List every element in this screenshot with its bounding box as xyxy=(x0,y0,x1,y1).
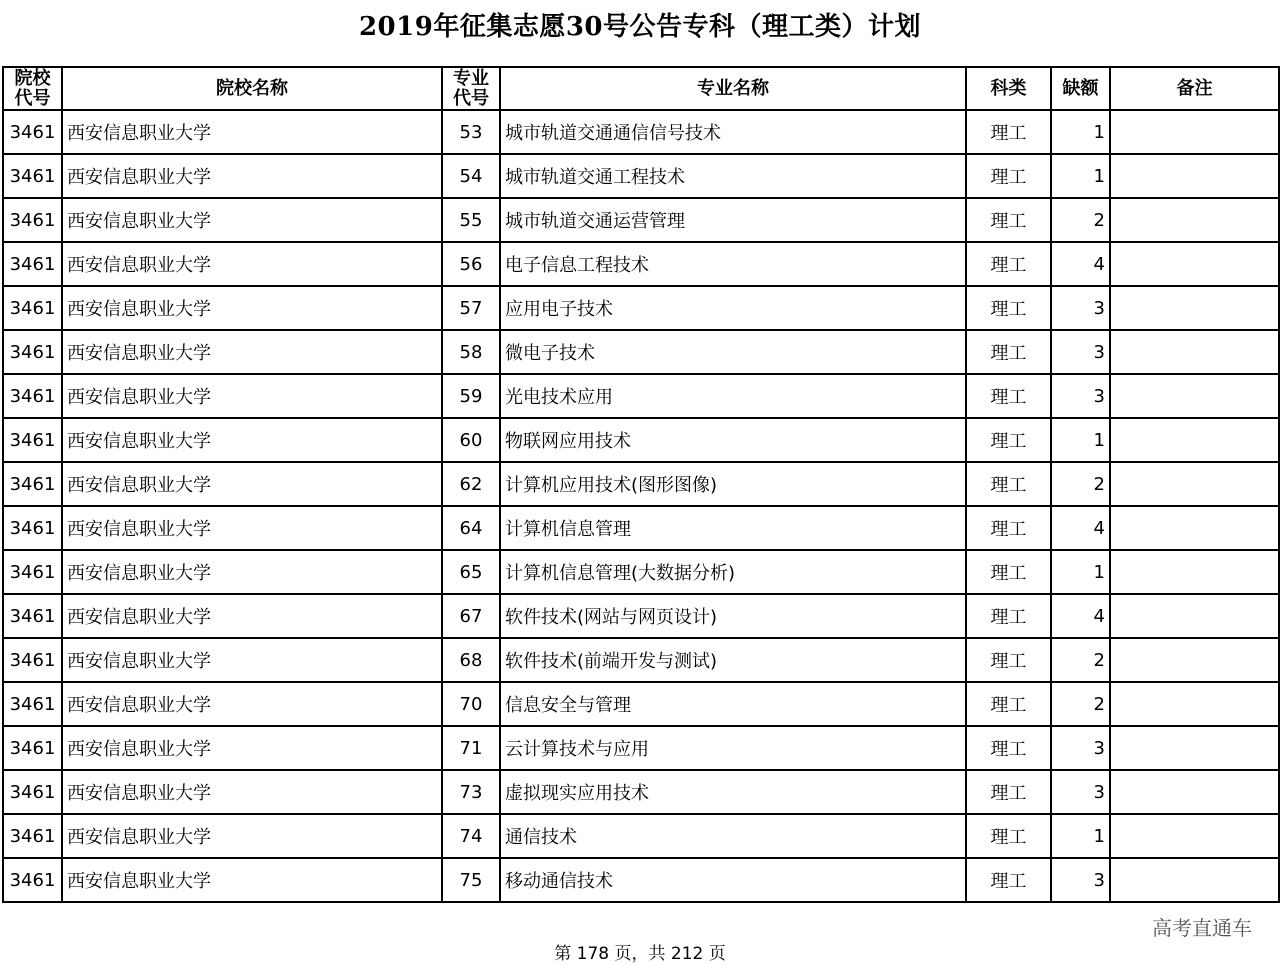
cell-vacancy: 4 xyxy=(1051,594,1110,638)
cell-major-name: 微电子技术 xyxy=(500,330,966,374)
cell-school-name: 西安信息职业大学 xyxy=(62,814,442,858)
cell-major-code: 53 xyxy=(442,110,500,154)
cell-school-name: 西安信息职业大学 xyxy=(62,154,442,198)
page-title: 2019年征集志愿30号公告专科（理工类）计划 xyxy=(358,12,922,42)
cell-school-code: 3461 xyxy=(3,330,62,374)
cell-school-code: 3461 xyxy=(3,462,62,506)
cell-vacancy: 3 xyxy=(1051,286,1110,330)
cell-remarks xyxy=(1110,506,1279,550)
cell-remarks xyxy=(1110,726,1279,770)
cell-major-name: 计算机信息管理(大数据分析) xyxy=(500,550,966,594)
cell-remarks xyxy=(1110,594,1279,638)
cell-vacancy: 3 xyxy=(1051,858,1110,902)
cell-school-name: 西安信息职业大学 xyxy=(62,462,442,506)
cell-major-code: 54 xyxy=(442,154,500,198)
cell-major-code: 68 xyxy=(442,638,500,682)
cell-category: 理工 xyxy=(966,550,1051,594)
cell-major-name: 计算机信息管理 xyxy=(500,506,966,550)
cell-vacancy: 3 xyxy=(1051,770,1110,814)
table-row xyxy=(3,154,1279,198)
table-row xyxy=(3,682,1279,726)
cell-school-name: 西安信息职业大学 xyxy=(62,374,442,418)
cell-vacancy: 3 xyxy=(1051,330,1110,374)
cell-major-name: 城市轨道交通工程技术 xyxy=(500,154,966,198)
cell-major-name: 城市轨道交通通信信号技术 xyxy=(500,110,966,154)
cell-remarks xyxy=(1110,462,1279,506)
cell-major-name: 虚拟现实应用技术 xyxy=(500,770,966,814)
cell-school-code: 3461 xyxy=(3,286,62,330)
cell-school-name: 西安信息职业大学 xyxy=(62,330,442,374)
cell-school-name: 西安信息职业大学 xyxy=(62,726,442,770)
cell-major-code: 75 xyxy=(442,858,500,902)
cell-remarks xyxy=(1110,374,1279,418)
cell-school-name: 西安信息职业大学 xyxy=(62,770,442,814)
cell-vacancy: 1 xyxy=(1051,550,1110,594)
cell-category: 理工 xyxy=(966,110,1051,154)
table-row xyxy=(3,286,1279,330)
header-major-name: 专业名称 xyxy=(500,67,966,110)
cell-vacancy: 4 xyxy=(1051,242,1110,286)
cell-school-code: 3461 xyxy=(3,770,62,814)
cell-school-code: 3461 xyxy=(3,594,62,638)
cell-remarks xyxy=(1110,154,1279,198)
table-row xyxy=(3,594,1279,638)
cell-category: 理工 xyxy=(966,858,1051,902)
header-major-code xyxy=(442,67,500,110)
cell-category: 理工 xyxy=(966,242,1051,286)
cell-major-code: 73 xyxy=(442,770,500,814)
header-row xyxy=(3,67,1279,110)
cell-major-name: 光电技术应用 xyxy=(500,374,966,418)
table-row xyxy=(3,550,1279,594)
cell-major-name: 软件技术(前端开发与测试) xyxy=(500,638,966,682)
cell-major-code: 67 xyxy=(442,594,500,638)
cell-category: 理工 xyxy=(966,726,1051,770)
cell-category: 理工 xyxy=(966,638,1051,682)
cell-major-code: 65 xyxy=(442,550,500,594)
cell-major-code: 56 xyxy=(442,242,500,286)
cell-major-code: 57 xyxy=(442,286,500,330)
cell-vacancy: 1 xyxy=(1051,110,1110,154)
cell-major-name: 物联网应用技术 xyxy=(500,418,966,462)
cell-remarks xyxy=(1110,638,1279,682)
cell-school-name: 西安信息职业大学 xyxy=(62,198,442,242)
table-row xyxy=(3,506,1279,550)
cell-school-name: 西安信息职业大学 xyxy=(62,550,442,594)
cell-school-code: 3461 xyxy=(3,550,62,594)
header-school-code-line1: 院校 xyxy=(14,67,51,89)
cell-category: 理工 xyxy=(966,506,1051,550)
cell-school-name: 西安信息职业大学 xyxy=(62,638,442,682)
cell-major-name: 计算机应用技术(图形图像) xyxy=(500,462,966,506)
cell-remarks xyxy=(1110,858,1279,902)
cell-vacancy: 3 xyxy=(1051,726,1110,770)
header-remarks: 备注 xyxy=(1110,67,1279,110)
cell-major-name: 软件技术(网站与网页设计) xyxy=(500,594,966,638)
cell-category: 理工 xyxy=(966,682,1051,726)
cell-school-code: 3461 xyxy=(3,374,62,418)
cell-major-name: 城市轨道交通运营管理 xyxy=(500,198,966,242)
cell-major-code: 71 xyxy=(442,726,500,770)
cell-school-code: 3461 xyxy=(3,154,62,198)
cell-remarks xyxy=(1110,770,1279,814)
table-row xyxy=(3,110,1279,154)
cell-school-code: 3461 xyxy=(3,682,62,726)
cell-school-code: 3461 xyxy=(3,506,62,550)
cell-category: 理工 xyxy=(966,462,1051,506)
cell-category: 理工 xyxy=(966,814,1051,858)
cell-major-code: 62 xyxy=(442,462,500,506)
cell-school-name: 西安信息职业大学 xyxy=(62,594,442,638)
cell-major-code: 70 xyxy=(442,682,500,726)
header-major-code-line2: 代号 xyxy=(453,87,489,109)
table-row xyxy=(3,330,1279,374)
cell-remarks xyxy=(1110,110,1279,154)
table-row xyxy=(3,858,1279,902)
header-vacancy: 缺额 xyxy=(1051,67,1110,110)
cell-vacancy: 1 xyxy=(1051,154,1110,198)
cell-category: 理工 xyxy=(966,198,1051,242)
cell-category: 理工 xyxy=(966,286,1051,330)
cell-school-name: 西安信息职业大学 xyxy=(62,506,442,550)
cell-remarks xyxy=(1110,682,1279,726)
cell-school-code: 3461 xyxy=(3,726,62,770)
table-row xyxy=(3,374,1279,418)
cell-major-name: 电子信息工程技术 xyxy=(500,242,966,286)
header-school-code xyxy=(3,67,62,110)
cell-major-code: 58 xyxy=(442,330,500,374)
header-school-code-line2: 代号 xyxy=(14,87,51,109)
table-row xyxy=(3,638,1279,682)
table-row xyxy=(3,198,1279,242)
cell-remarks xyxy=(1110,418,1279,462)
cell-school-name: 西安信息职业大学 xyxy=(62,110,442,154)
cell-vacancy: 2 xyxy=(1051,198,1110,242)
cell-vacancy: 1 xyxy=(1051,814,1110,858)
cell-school-name: 西安信息职业大学 xyxy=(62,682,442,726)
cell-school-code: 3461 xyxy=(3,814,62,858)
cell-school-name: 西安信息职业大学 xyxy=(62,418,442,462)
header-category: 科类 xyxy=(966,67,1051,110)
table-body xyxy=(3,110,1279,902)
header-school-name: 院校名称 xyxy=(62,67,442,110)
cell-category: 理工 xyxy=(966,594,1051,638)
cell-major-code: 60 xyxy=(442,418,500,462)
cell-category: 理工 xyxy=(966,418,1051,462)
cell-remarks xyxy=(1110,550,1279,594)
cell-category: 理工 xyxy=(966,770,1051,814)
table-row xyxy=(3,726,1279,770)
cell-major-name: 通信技术 xyxy=(500,814,966,858)
cell-school-code: 3461 xyxy=(3,242,62,286)
cell-major-code: 59 xyxy=(442,374,500,418)
cell-category: 理工 xyxy=(966,154,1051,198)
cell-vacancy: 4 xyxy=(1051,506,1110,550)
table-row xyxy=(3,462,1279,506)
table-row xyxy=(3,418,1279,462)
cell-school-code: 3461 xyxy=(3,198,62,242)
watermark: 高考直通车 xyxy=(1152,916,1252,940)
cell-remarks xyxy=(1110,286,1279,330)
table-row xyxy=(3,770,1279,814)
cell-major-code: 74 xyxy=(442,814,500,858)
cell-school-name: 西安信息职业大学 xyxy=(62,242,442,286)
table-row xyxy=(3,242,1279,286)
cell-school-code: 3461 xyxy=(3,418,62,462)
cell-vacancy: 2 xyxy=(1051,462,1110,506)
cell-major-name: 移动通信技术 xyxy=(500,858,966,902)
cell-remarks xyxy=(1110,198,1279,242)
cell-vacancy: 2 xyxy=(1051,682,1110,726)
cell-major-code: 55 xyxy=(442,198,500,242)
cell-vacancy: 3 xyxy=(1051,374,1110,418)
cell-remarks xyxy=(1110,330,1279,374)
cell-school-name: 西安信息职业大学 xyxy=(62,858,442,902)
cell-category: 理工 xyxy=(966,374,1051,418)
cell-major-code: 64 xyxy=(442,506,500,550)
cell-remarks xyxy=(1110,814,1279,858)
cell-major-name: 信息安全与管理 xyxy=(500,682,966,726)
cell-school-code: 3461 xyxy=(3,638,62,682)
cell-vacancy: 2 xyxy=(1051,638,1110,682)
cell-major-name: 应用电子技术 xyxy=(500,286,966,330)
table-header xyxy=(3,67,1279,110)
cell-school-code: 3461 xyxy=(3,858,62,902)
plan-table xyxy=(2,66,1280,903)
cell-vacancy: 1 xyxy=(1051,418,1110,462)
table-row xyxy=(3,814,1279,858)
cell-school-code: 3461 xyxy=(3,110,62,154)
cell-remarks xyxy=(1110,242,1279,286)
cell-school-name: 西安信息职业大学 xyxy=(62,286,442,330)
cell-category: 理工 xyxy=(966,330,1051,374)
page-footer: 第 178 页，共 212 页 xyxy=(554,944,726,964)
cell-major-name: 云计算技术与应用 xyxy=(500,726,966,770)
header-major-code-line1: 专业 xyxy=(453,67,489,89)
